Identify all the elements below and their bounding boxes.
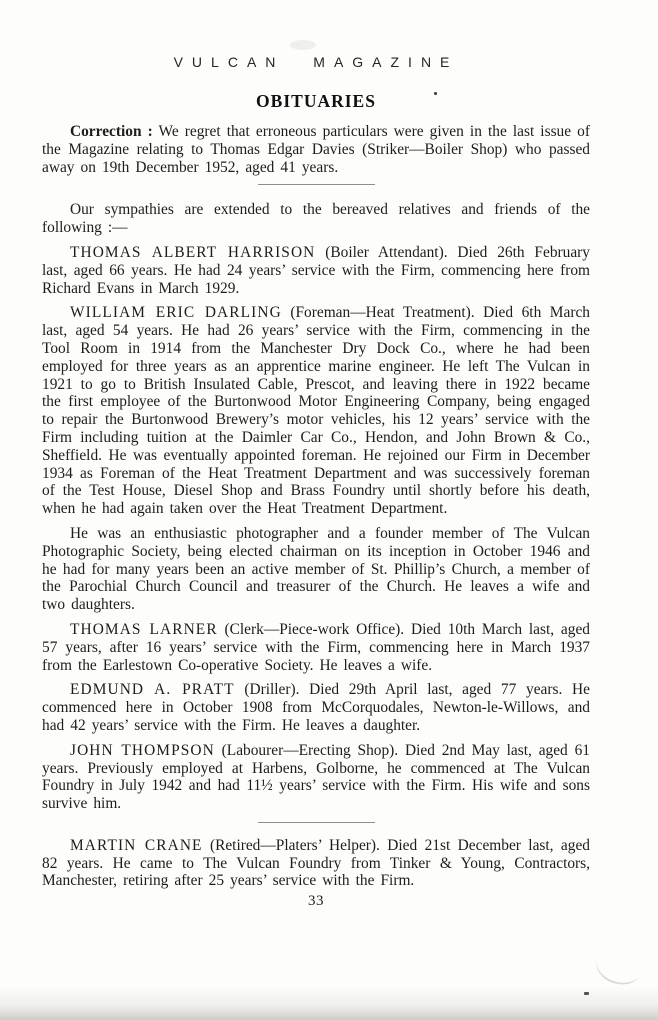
scan-edge-shadow bbox=[0, 986, 658, 1020]
obituary-harrison bbox=[42, 244, 590, 297]
section-divider-rule bbox=[258, 184, 375, 185]
obituary-name: MARTIN CRANE bbox=[70, 836, 203, 854]
section-divider-rule bbox=[258, 822, 375, 823]
obituary-details: (Labourer—Erecting Shop). Died 2nd May last, aged 61 years. Previously employed at Harbens, Golborne, he commenced at The Vulcan Foundry in July 1942 and had 11½ years’ service with the Firm. His wife and sons survive him. bbox=[42, 741, 590, 813]
obituary-pratt bbox=[42, 681, 590, 734]
page-title bbox=[42, 91, 590, 112]
obituary-thompson bbox=[42, 742, 590, 813]
obituary-darling-continued: He was an enthusiastic photographer and a founder member of The Vulcan Photographic Society, being elected chairman on its inception in October 1946 and he had for many years been an active member of St. Phillip’s Church, a member of the Parochial Church Council and treasurer of the Church. He leaves a wife and two daughters. bbox=[42, 524, 590, 614]
obituary-darling bbox=[42, 304, 590, 518]
intro-paragraph: Our sympathies are extended to the bereaved relatives and friends of the following :— bbox=[42, 201, 590, 237]
obituary-details: (Boiler Attendant). Died 26th February last, aged 66 years. He had 24 years’ service with the Firm, commencing here from Richard Evans in March 1929. bbox=[42, 243, 590, 297]
obituary-details: (Retired—Platers’ Helper). Died 21st December last, aged 82 years. He came to The Vulcan Foundry from Tinker & Young, Contractors, Manchester, retiring after 25 years’ service with the Firm. bbox=[42, 836, 590, 890]
correction-text: We regret that erroneous particulars were given in the last issue of the Magazine relating to Thomas Edgar Davies (Striker—Boiler Shop) who passed away on 19th December 1952, aged 41 years. bbox=[42, 123, 590, 176]
obituary-name: THOMAS ALBERT HARRISON bbox=[70, 243, 316, 261]
obituary-name: JOHN THOMPSON bbox=[70, 741, 215, 759]
page-number: 33 bbox=[308, 893, 324, 910]
masthead: VULCAN MAGAZINE bbox=[173, 54, 459, 70]
obituary-crane bbox=[42, 837, 590, 890]
correction-label: Correction : bbox=[70, 123, 153, 140]
text-column bbox=[42, 0, 590, 910]
correction-paragraph bbox=[42, 123, 590, 176]
obituary-larner bbox=[42, 621, 590, 674]
scan-speck-artifact bbox=[584, 992, 589, 995]
scan-arc-artifact bbox=[592, 942, 647, 990]
obituary-details: (Driller). Died 29th April last, aged 77 years. He commenced here in October 1908 from McCorquodales, Newton-le-Willows, and had 42 years’ service with the Firm. He leaves a daughter. bbox=[42, 681, 590, 734]
obituary-name: EDMUND A. PRATT bbox=[70, 681, 235, 699]
ink-speck-artifact bbox=[434, 92, 437, 95]
obituary-name: WILLIAM ERIC DARLING bbox=[70, 304, 282, 322]
obituary-details: (Clerk—Piece-work Office). Died 10th March last, aged 57 years, after 16 years’ service with the Firm, commencing here in March 1937 from the Earlestown Co-operative Society. He leaves a wife. bbox=[42, 620, 590, 674]
obituary-name: THOMAS LARNER bbox=[70, 620, 218, 638]
page-title-text: OBITUARIES bbox=[256, 91, 376, 111]
obituary-details: (Foreman—Heat Treatment). Died 6th March last, aged 54 years. He had 26 years’ service with the Firm, commencing in the Tool Room in 1914 from the Manchester Dry Dock Co., where he had been employed for three years as an apprentice marine engineer. He left The Vulcan in 1921 to go to British Insulated Cable, Prescot, and leaving there in 1922 became the first employee of the Burtonwood Motor Engineering Company, being engaged to repair the Burtonwood Brewery’s motor vehicles, his 12 years’ service with the Firm including tuition at the Daimler Car Co., Hendon, and John Brown & Co., Sheffield. He was eventually appointed foreman. He rejoined our Firm in December 1934 as Foreman of the Heat Treatment Department and was successively foreman of the Test House, Diesel Shop and Brass Foundry until shortly before his death, when he had again taken over the Heat Treatment Department. bbox=[42, 304, 590, 518]
